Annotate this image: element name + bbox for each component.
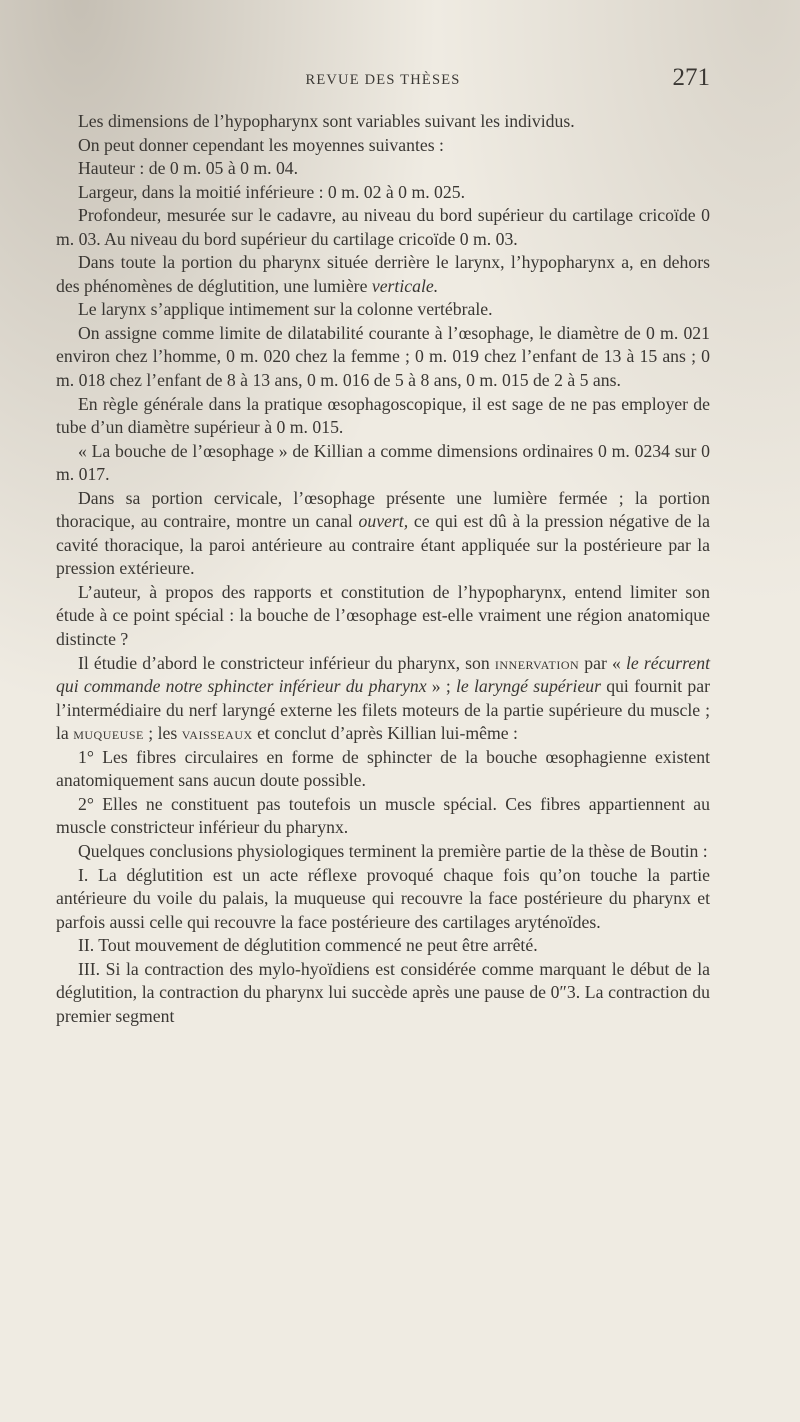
paragraph: Largeur, dans la moitié inférieure : 0 m. 02 à 0 m. 025. [78,181,465,202]
paragraph: En règle générale dans la pratique œsophagoscopique, il est sage de ne pas employer de tube d’un diamètre supérieur à 0 m. 015. [56,393,710,438]
small-caps-text: muqueuse [73,723,144,744]
page-header [56,64,710,98]
paragraph: « La bouche de l’œsophage » de Killian a comme dimensions ordinaires 0 m. 0234 sur 0 m. 017. [56,440,710,485]
text-run: Dans toute la portion du pharynx située derrière le larynx, l’hypopharynx a, en dehors des phénomènes de déglutition, une lumière [56,252,710,296]
italic-text: ouvert, [358,511,409,532]
paragraph: Quelques conclusions physiologiques terminent la première partie de la thèse de Boutin : [78,840,708,861]
paragraph: II. Tout mouvement de déglutition commencé ne peut être arrêté. [78,935,538,956]
page-number: 271 [672,64,710,91]
italic-text: verticale. [371,275,439,296]
text-run: qui fournit par l’intermédiaire du nerf laryngé externe les filets moteurs de la partie supérieure du muscle ; la [56,676,711,744]
paragraph: Hauteur : de 0 m. 05 à 0 m. 04. [78,158,299,179]
paragraph: On peut donner cependant les moyennes suivantes : [78,134,444,155]
text-run: ce qui est dû à la pression négative de la cavité thoracique, la paroi antérieure au contraire étant appliquée sur la postérieure par la pression extérieure. [56,511,710,579]
paragraph: L’auteur, à propos des rapports et constitution de l’hypopharynx, entend limiter son étude à ce point spécial : la bouche de l’œsophage est-elle vraiment une région anatomique distincte ? [56,581,710,650]
text-run: ; les [143,723,182,744]
text-run: » ; [426,676,456,697]
small-caps-text: innervation [494,652,580,673]
text-run: Il étudie d’abord le constricteur inférieur du pharynx, son [78,652,495,673]
paragraph: Les dimensions de l’hypopharynx sont variables suivant les individus. [78,111,575,131]
body-text [56,110,710,1028]
text-run: et conclut d’après Killian lui-même : [252,723,518,744]
text-run: Dans sa portion cervicale, l’œsophage présente une lumière fermée ; la portion thoracique, au contraire, montre un canal [56,487,710,532]
italic-text: le récurrent qui commande notre sphincter inférieur du pharynx [56,652,710,697]
paragraph [56,251,710,298]
italic-text: le laryngé supérieur [456,676,602,697]
paragraph: 1° Les fibres circulaires en forme de sphincter de la bouche œsophagienne existent anatomiquement sans aucun doute possible. [56,746,710,791]
paragraph: Le larynx s’applique intimement sur la colonne vertébrale. [78,299,493,320]
paragraph: On assigne comme limite de dilatabilité courante à l’œsophage, le diamètre de 0 m. 021 environ chez l’homme, 0 m. 020 chez la femme ; 0 m. 019 chez l’enfant de 13 à 15 ans ; 0 m. 018 chez l’enfant de 8 à 13 ans, 0 m. 016 de 5 à 8 ans, 0 m. 015 de 2 à 5 ans. [56,322,710,391]
paragraph [56,487,710,581]
text-run: par « [579,652,626,673]
paragraph: Profondeur, mesurée sur le cadavre, au niveau du bord supérieur du cartilage cricoïde 0 m. 03. Au niveau du bord supérieur du cartilage cricoïde 0 m. 03. [56,205,710,249]
small-caps-text: vaisseaux [181,723,253,744]
paragraph: 2° Elles ne constituent pas toutefois un muscle spécial. Ces fibres appartiennent au muscle constricteur inférieur du pharynx. [56,793,710,838]
paragraph: III. Si la contraction des mylo-hyoïdiens est considérée comme marquant le début de la déglutition, la contraction du pharynx lui succède après une pause de 0″3. La contraction du premier segment [56,958,710,1026]
paragraph: I. La déglutition est un acte réflexe provoqué chaque fois qu’on touche la partie antérieure du voile du palais, la muqueuse qui recouvre la face postérieure du pharynx et parfois aussi celle qui recouvre la face postérieure des cartilages aryténoïdes. [56,864,710,932]
running-head: REVUE DES THÈSES [305,72,461,88]
paragraph [56,652,710,746]
